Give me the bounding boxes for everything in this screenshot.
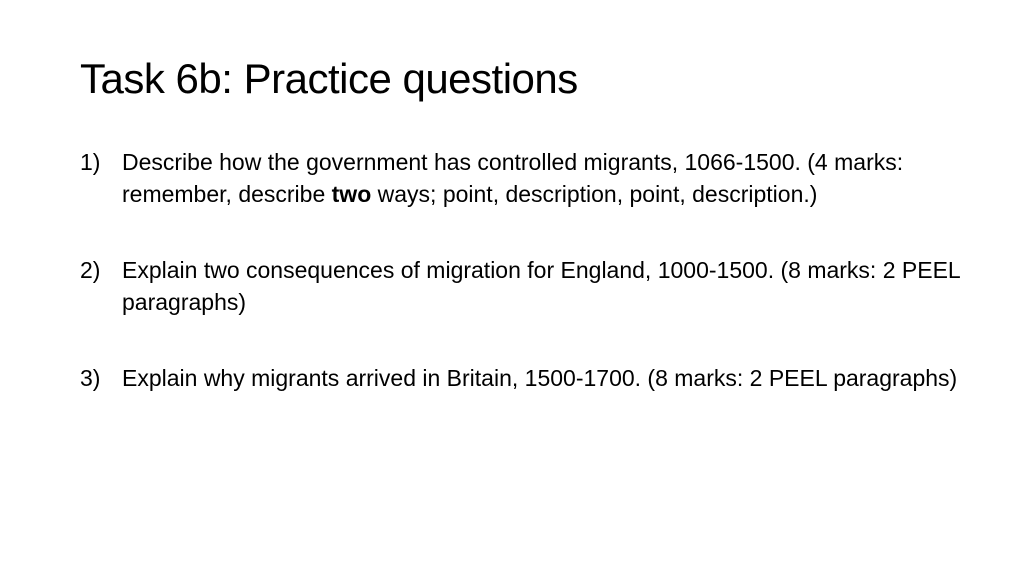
question-number: 3) — [80, 365, 101, 391]
question-text: Explain two consequences of migration for England, 1000-1500. (8 marks: 2 PEEL paragraphs) — [122, 257, 960, 315]
question-number: 1) — [80, 149, 101, 175]
question-text-part: ways; point, description, point, description.) — [371, 181, 818, 207]
question-text — [122, 146, 960, 210]
question-text-part: Describe how the government has controlled migrants, 1066-1500. (4 marks: remember, describe — [122, 149, 904, 207]
question-item-3 — [80, 362, 960, 394]
question-text: Explain why migrants arrived in Britain, 1500-1700. (8 marks: 2 PEEL paragraphs) — [122, 365, 958, 391]
question-emphasis: two — [331, 181, 372, 207]
question-list — [80, 146, 960, 394]
question-item-1 — [80, 146, 960, 210]
question-item-2 — [80, 254, 960, 318]
question-number: 2) — [80, 257, 101, 283]
slide-title: Task 6b: Practice questions — [80, 55, 578, 102]
